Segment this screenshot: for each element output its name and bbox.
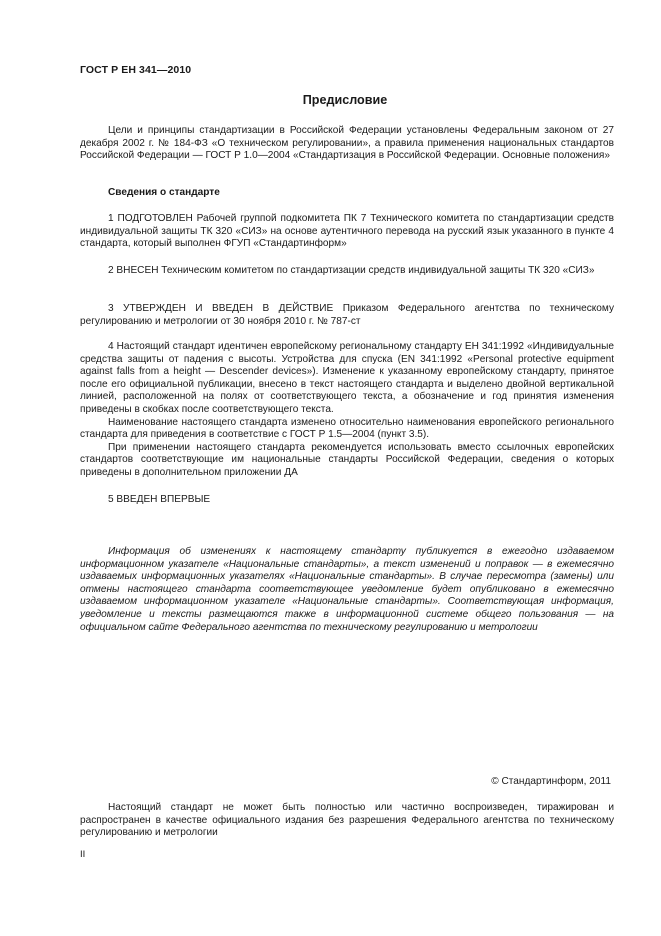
item-1-paragraph: 1 ПОДГОТОВЛЕН Рабочей группой подкомитета ПК 7 Технического комитета по стандартизации средств индивидуальной защиты ТК 320 «СИЗ» на основе аутентичного перевода на русский язык указанного в пункте 4 стандарта, который выполнен ФГУП «Стандартинформ» [80, 213, 614, 250]
rights-paragraph: Настоящий стандарт не может быть полностью или частично воспроизведен, тиражирован и распространен в качестве официального издания без разрешения Федерального агентства по техническому регулированию и метрологии [80, 802, 614, 839]
item-3-block [80, 303, 614, 328]
item-4-paragraph-2: Наименование настоящего стандарта изменено относительно наименования европейского регионального стандарта для приведения в соответствие с ГОСТ Р 1.5—2004 (пункт 3.5). [80, 416, 614, 441]
info-block [80, 546, 614, 634]
section-heading: Сведения о стандарте [108, 187, 220, 198]
item-1-block [80, 213, 614, 251]
copyright-notice: © Стандартинформ, 2011 [491, 776, 611, 787]
item-2-paragraph: 2 ВНЕСЕН Техническим комитетом по стандартизации средств индивидуальной защиты ТК 320 «СИЗ» [108, 265, 595, 276]
item-4-block [80, 341, 614, 480]
page-title: Предисловие [302, 93, 388, 107]
preface-paragraph: Цели и принципы стандартизации в Российской Федерации установлены Федеральным законом от 27 декабря 2002 г. № 184-ФЗ «О техническом регулировании», а правила применения национальных стандартов Российской Федерации — ГОСТ Р 1.0—2004 «Стандартизация в Российской Федерации. Основные положения» [80, 125, 614, 162]
page-number: II [80, 849, 86, 860]
item-5-block [80, 494, 614, 507]
document-header: ГОСТ Р ЕН 341—2010 [80, 64, 192, 76]
preface-block [80, 125, 614, 163]
item-5-paragraph: 5 ВВЕДЕН ВПЕРВЫЕ [108, 494, 211, 505]
item-4-paragraph-1: 4 Настоящий стандарт идентичен европейскому региональному стандарту ЕН 341:1992 «Индивидуальные средства защиты от падения с высоты. Устройства для спуска (EN 341:1992 «Personal protective equipment against falls from a height — Descender devices»). Изменение к указанному европейскому стандарту, принятое после его официальной публикации, внесено в текст настоящего стандарта и выделено двойной вертикальной линией, расположенной на полях от соответствующего текста, а обозначение и год принятия изменения приведены в скобках после соответствующего текста. [80, 341, 614, 415]
item-4-paragraph-3: При применении настоящего стандарта рекомендуется использовать вместо ссылочных европейских стандартов соответствующие им национальные стандарты Российской Федерации, сведения о которых приведены в дополнительном приложении ДА [80, 441, 614, 478]
section-heading-block [80, 187, 614, 200]
item-3-paragraph: 3 УТВЕРЖДЕН И ВВЕДЕН В ДЕЙСТВИЕ Приказом Федерального агентства по техническому регулированию и метрологии от 30 ноября 2010 г. № 787-ст [80, 303, 614, 327]
item-2-block [80, 265, 614, 278]
info-paragraph: Информация об изменениях к настоящему стандарту публикуется в ежегодно издаваемом информационном указателе «Национальные стандарты», а текст изменений и поправок — в ежемесячно издаваемых информационных указателях «Национальные стандарты». В случае пересмотра (замены) или отмены настоящего стандарта соответствующее уведомление будет опубликовано в ежемесячно издаваемом информационном указателе «Национальные стандарты». Соответствующая информация, уведомление и тексты размещаются также в информационной системе общего пользования — на официальном сайте Федерального агентства по техническому регулированию и метрологии [80, 546, 614, 633]
rights-block [80, 802, 614, 840]
